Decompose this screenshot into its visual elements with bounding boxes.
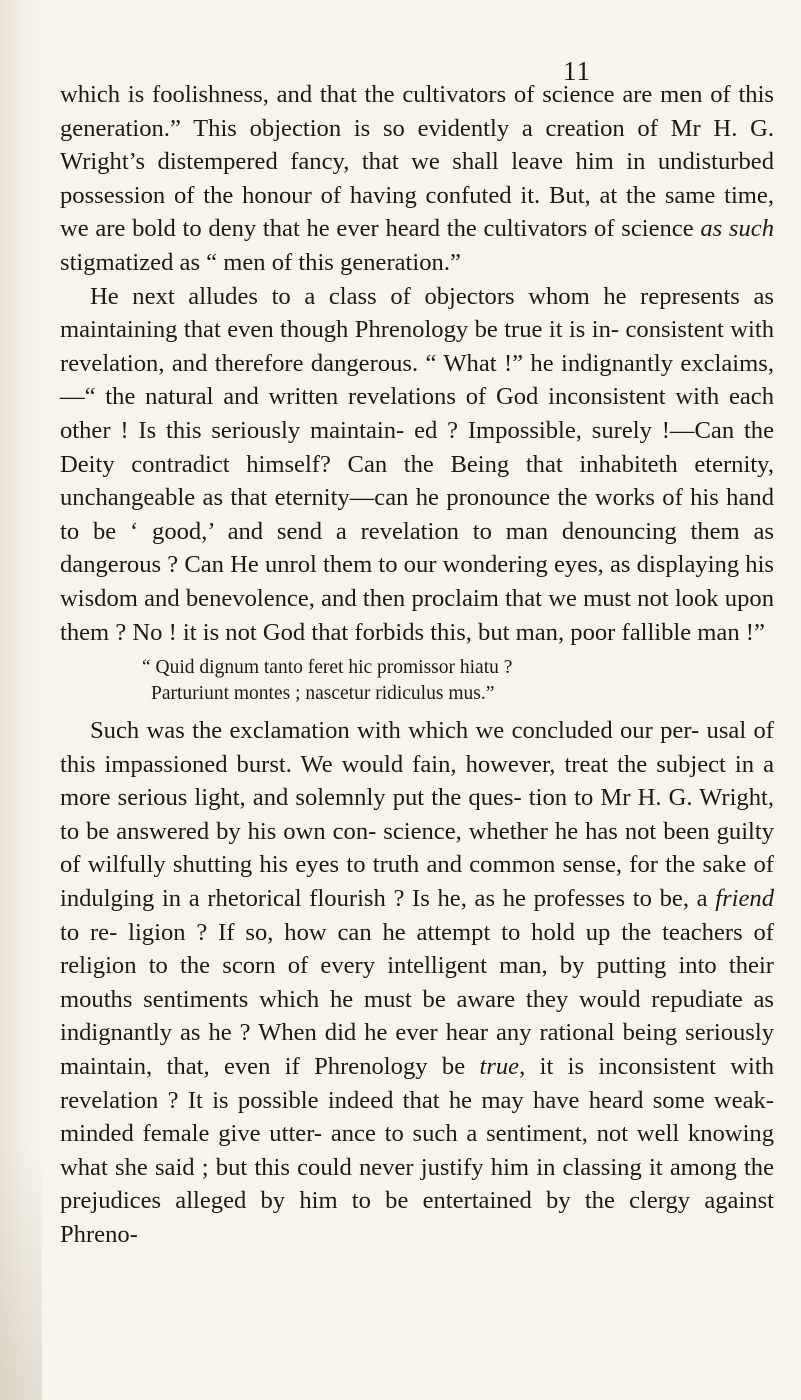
latin-quotation [60, 655, 774, 707]
quotation-line-2: Parturiunt montes ; nascetur ridiculus mus.” [151, 683, 495, 705]
paragraph-3-text-c: , it is inconsistent with revelation ? It is possible indeed that he may have heard some weak-minded female give utter- ance to such a sentiment, not well knowing what she said ; but this could never justify him in classing it among the prejudices alleged by him to be entertained by the clergy against Phreno- [60, 1053, 775, 1248]
paragraph-3-text-a: Such was the exclamation with which we concluded our per- usal of this impassioned burst. We would fain, however, treat the subject in a more serious light, and solemnly put the ques- tion to Mr H. G. Wright, to be answered by his own con- science, whether he has not been guilty of wilfully shutting his eyes to truth and common sense, for the sake of indulging in a rhetorical flourish ? Is he, as he professes to be, a [60, 717, 774, 913]
paragraph-3-emphasis-true: true [479, 1053, 520, 1081]
quotation-line-1: “ Quid dignum tanto feret hic promissor hiatu ? [142, 657, 513, 679]
paragraph-objectors: He next alludes to a class of objectors whom he represents as maintaining that even though Phrenology be true it is in- consistent with revelation, and therefore dangerous. “ What !” he indignantly exclaims,—“ the natural and written revelations of God inconsistent with each other ! Is this seriously maintain- ed ? Impossible, surely !—Can the Deity contradict himself? Can the Being that inhabiteth eternity, unchangeable as that eternity—can he pronounce the works of his hand to be ‘ good,’ and send a revelation to man denouncing them as dangerous ? Can He unrol them to our wondering eyes, as displaying his wisdom and benevolence, and then proclaim that we must not look upon them ? No ! it is not God that forbids this, but man, poor fallible man !” [60, 282, 774, 646]
paragraph-exclamation [60, 714, 774, 1252]
paragraph-1-text-b: stigmatized as “ men of this generation.” [60, 248, 461, 276]
paragraph-continued [60, 78, 774, 280]
paragraph-3-emphasis-friend: friend [715, 885, 774, 913]
page-gutter-shadow [0, 1140, 42, 1400]
paragraph-1-emphasis: as such [700, 215, 774, 243]
page-body [60, 78, 774, 1252]
paragraph-1-text-a: which is foolishness, and that the cultivators of science are men of this generation.” This objection is so evidently a creation of Mr H. G. Wright’s distempered fancy, that we shall leave him in undisturbed possession of the honour of having confuted it. But, at the same time, we are bold to deny that he ever heard the cultivators of science [60, 81, 774, 243]
paragraph-3-text-b: to re- ligion ? If so, how can he attempt to hold up the teachers of religion to the scorn of every intelligent man, by putting into their mouths sentiments which he must be aware they would repudiate as indignantly as he ? When did he ever hear any rational being seriously maintain, that, even if Phrenology be [60, 918, 774, 1081]
page-number: 11 [563, 56, 591, 86]
